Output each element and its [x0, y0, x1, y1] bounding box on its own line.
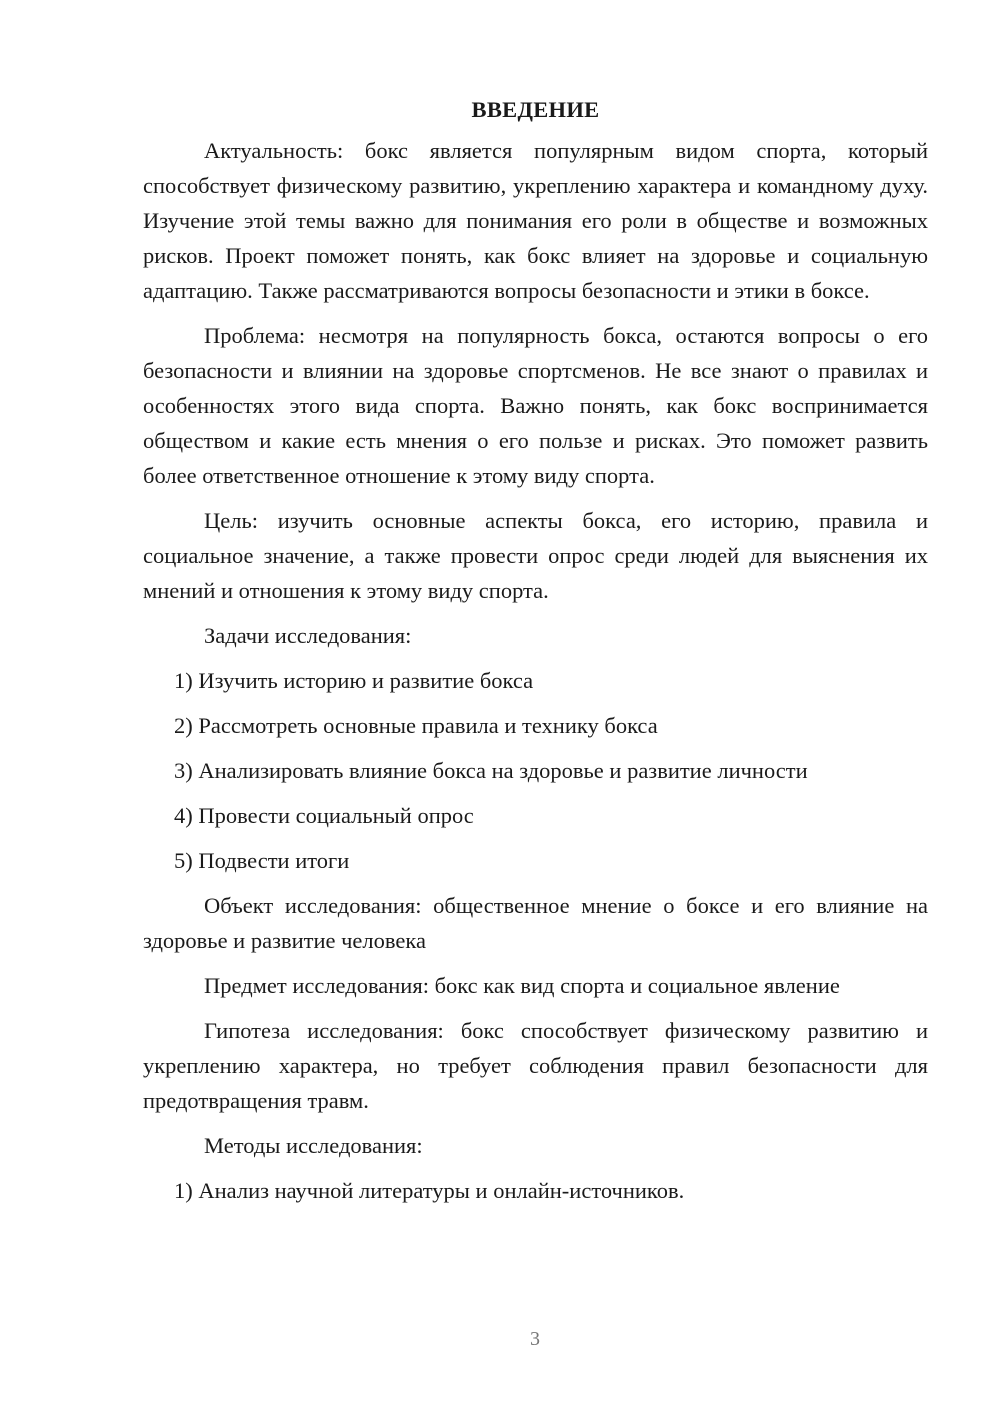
methods-title: Методы исследования: [204, 1133, 423, 1158]
object-paragraph: Объект исследования: общественное мнение о боксе и его влияние на здоровье и развитие человека [143, 893, 928, 953]
task-item: 2) Рассмотреть основные правила и технику бокса [174, 713, 658, 738]
task-item: 1) Изучить историю и развитие бокса [174, 668, 534, 693]
tasks-title: Задачи исследования: [204, 623, 412, 648]
document-page [143, 92, 928, 1218]
page-number: 3 [530, 1328, 540, 1350]
task-item: 5) Подвести итоги [174, 848, 350, 873]
relevance-paragraph: Актуальность: бокс является популярным видом спорта, который способствует физическому развитию, укреплению характера и командному духу. Изучение этой темы важно для понимания его роли в обществе и возможных рисков. Проект поможет понять, как бокс влияет на здоровье и социальную адаптацию. Также рассматриваются вопросы безопасности и этики в боксе. [143, 138, 928, 303]
task-item: 4) Провести социальный опрос [174, 803, 474, 828]
task-item: 3) Анализировать влияние бокса на здоровье и развитие личности [174, 758, 808, 783]
section-heading: ВВЕДЕНИЕ [471, 97, 600, 122]
subject-paragraph: Предмет исследования: бокс как вид спорта и социальное явление [204, 973, 840, 998]
method-item: 1) Анализ научной литературы и онлайн-источников. [174, 1178, 685, 1203]
goal-paragraph: Цель: изучить основные аспекты бокса, его историю, правила и социальное значение, а также провести опрос среди людей для выяснения их мнений и отношения к этому виду спорта. [143, 508, 928, 603]
problem-paragraph: Проблема: несмотря на популярность бокса, остаются вопросы о его безопасности и влиянии на здоровье спортсменов. Не все знают о правилах и особенностях этого вида спорта. Важно понять, как бокс воспринимается обществом и какие есть мнения о его пользе и рисках. Это поможет развить более ответственное отношение к этому виду спорта. [143, 323, 928, 488]
hypothesis-paragraph: Гипотеза исследования: бокс способствует физическому развитию и укреплению характера, но требует соблюдения правил безопасности для предотвращения травм. [143, 1018, 928, 1113]
